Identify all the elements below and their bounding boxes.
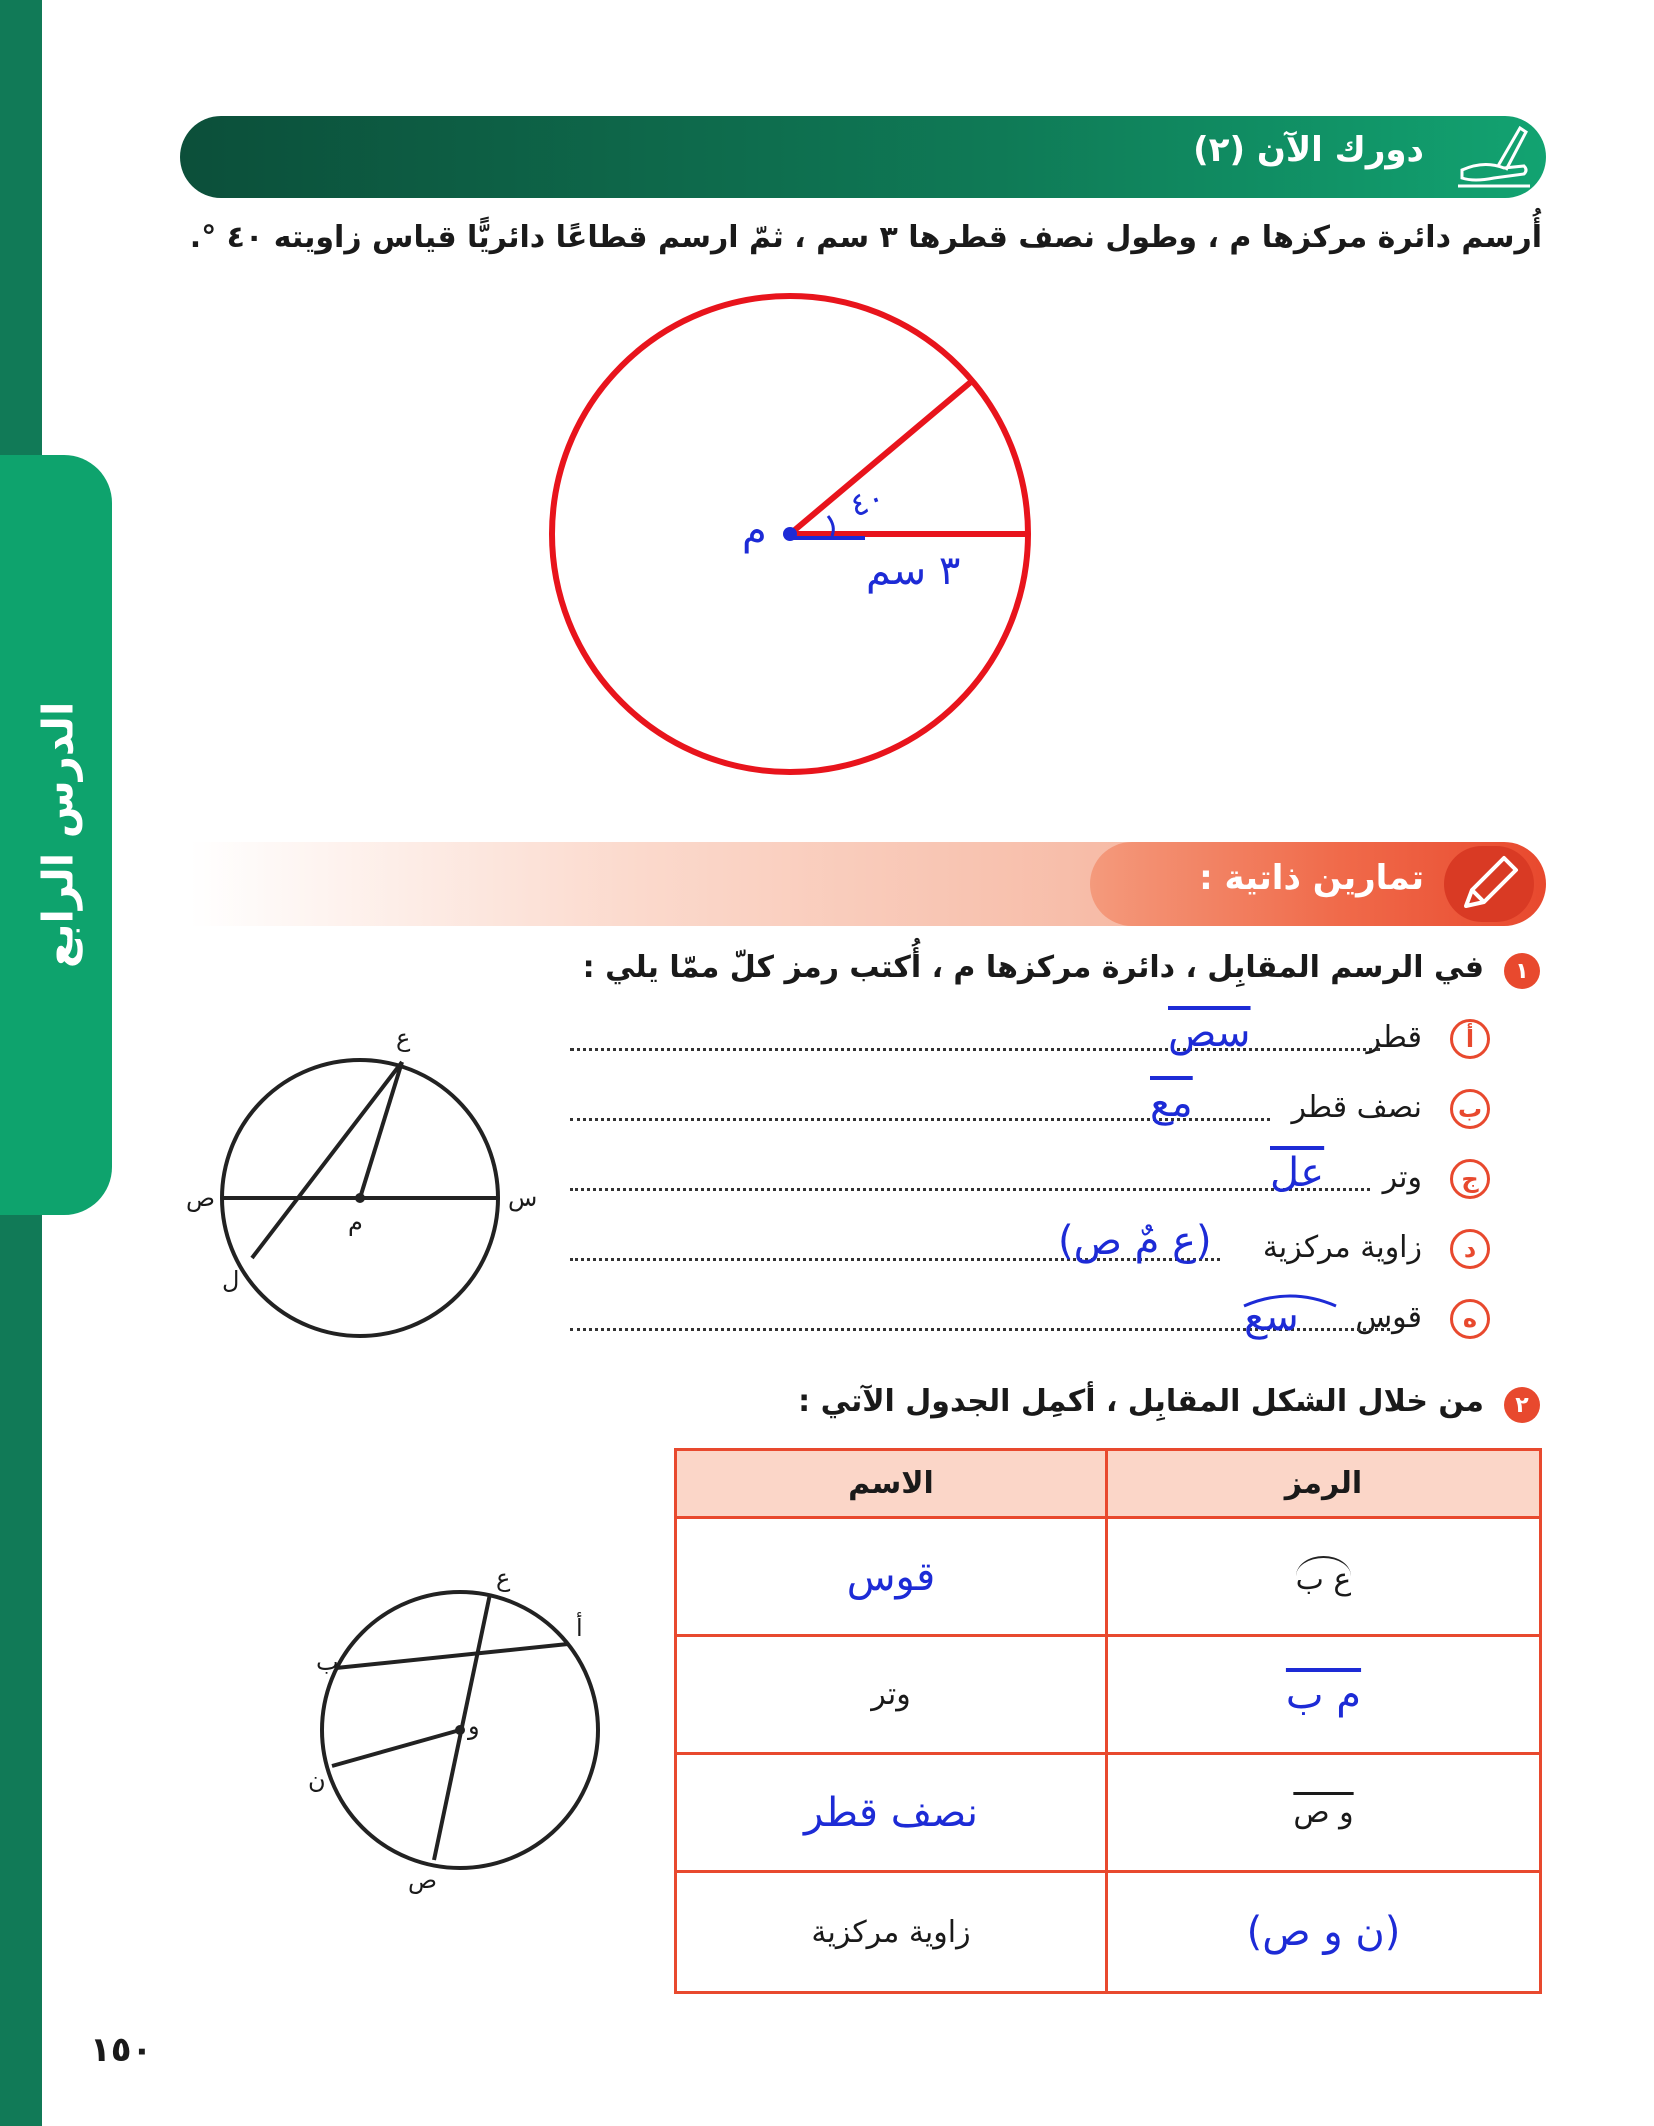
q1-label-left: ص xyxy=(186,1184,216,1212)
answer-hw: سص xyxy=(1168,1010,1251,1056)
option-label: وتر xyxy=(1382,1160,1422,1195)
page-number: ١٥٠ xyxy=(90,2030,153,2070)
answer-hw: عل xyxy=(1270,1150,1325,1196)
q1-label-top: ع xyxy=(396,1024,411,1052)
table-cell-name[interactable]: قوس xyxy=(677,1519,1108,1637)
arc-mark xyxy=(1240,1290,1340,1310)
table-header-symbol: الرمز xyxy=(1108,1451,1539,1519)
option-letter: ه xyxy=(1450,1299,1490,1339)
center-label-hw: م xyxy=(742,508,767,554)
q2-label-bottom: ص xyxy=(408,1866,438,1894)
exercises-title: تمارين ذاتية : xyxy=(1199,858,1424,898)
sector-figure xyxy=(540,290,1040,790)
option-label: زاوية مركزية xyxy=(1262,1230,1422,1265)
lesson-tab-label: الدرس الرابع xyxy=(33,701,83,969)
table-cell-symbol[interactable]: (ن و ص) xyxy=(1246,1909,1401,1955)
table-header-name: الاسم xyxy=(677,1451,1108,1519)
table-cell-name: زاوية مركزية xyxy=(677,1873,1108,1991)
q2-table xyxy=(674,1448,1542,1994)
answer-line[interactable] xyxy=(570,1188,1370,1191)
question-text: في الرسم المقابِل ، دائرة مركزها م ، أُكتب رمز كلّ ممّا يلي : xyxy=(582,950,1484,985)
q1-label-right: س xyxy=(508,1184,538,1212)
option-letter: ج xyxy=(1450,1159,1490,1199)
question-number: ١ xyxy=(1504,953,1540,989)
pencil-icon xyxy=(1444,846,1534,922)
table-cell-name: وتر xyxy=(677,1637,1108,1755)
option-letter: د xyxy=(1450,1229,1490,1269)
now-instruction: أُرسم دائرة مركزها م ، وطول نصف قطرها ٣ سم ، ثمّ ارسم قطاعًا دائريًّا قياس زاويته ٤٠ °. xyxy=(189,220,1542,255)
q2-label-top-right: أ xyxy=(576,1614,583,1642)
q2-label-left-lower: ن xyxy=(308,1766,326,1794)
question-number: ٢ xyxy=(1504,1387,1540,1423)
q2-label-top: ع xyxy=(496,1564,511,1592)
writing-hand-icon xyxy=(1454,120,1534,192)
q2-label-left-upper: ب xyxy=(316,1648,339,1676)
table-cell-symbol: ع ب xyxy=(1108,1519,1539,1637)
option-label: نصف قطر xyxy=(1291,1090,1422,1125)
q1-circle-figure xyxy=(180,1030,540,1360)
option-label: قوس xyxy=(1355,1300,1422,1335)
q2-circle-figure xyxy=(300,1570,620,1890)
table-cell-symbol[interactable]: م ب xyxy=(1108,1637,1539,1755)
now-section-title: دورك الآن (٢) xyxy=(1193,130,1424,170)
exercises-header-bar xyxy=(190,842,1190,926)
q2-label-center: و xyxy=(468,1712,480,1740)
option-letter: ب xyxy=(1450,1089,1490,1129)
option-label: قطر xyxy=(1366,1020,1422,1055)
radius-label-hw: ٣ سم xyxy=(866,548,961,594)
answer-hw: (ع مٌ ص) xyxy=(1058,1218,1212,1264)
answer-hw: سع xyxy=(1244,1294,1299,1340)
pencil-icon-bg xyxy=(1444,846,1534,922)
angle-label-hw: ٤٠ xyxy=(844,477,890,525)
q1-label-center: م xyxy=(348,1208,363,1236)
question-text: من خلال الشكل المقابِل ، أكمِل الجدول الآتي : xyxy=(798,1384,1484,1419)
answer-line[interactable] xyxy=(570,1048,1380,1051)
answer-hw: مع xyxy=(1150,1080,1193,1126)
table-cell-name[interactable]: نصف قطر xyxy=(677,1755,1108,1873)
table-cell-symbol: و ص xyxy=(1108,1755,1539,1873)
option-letter: أ xyxy=(1450,1019,1490,1059)
q1-label-bottom-left: ل xyxy=(222,1266,240,1294)
